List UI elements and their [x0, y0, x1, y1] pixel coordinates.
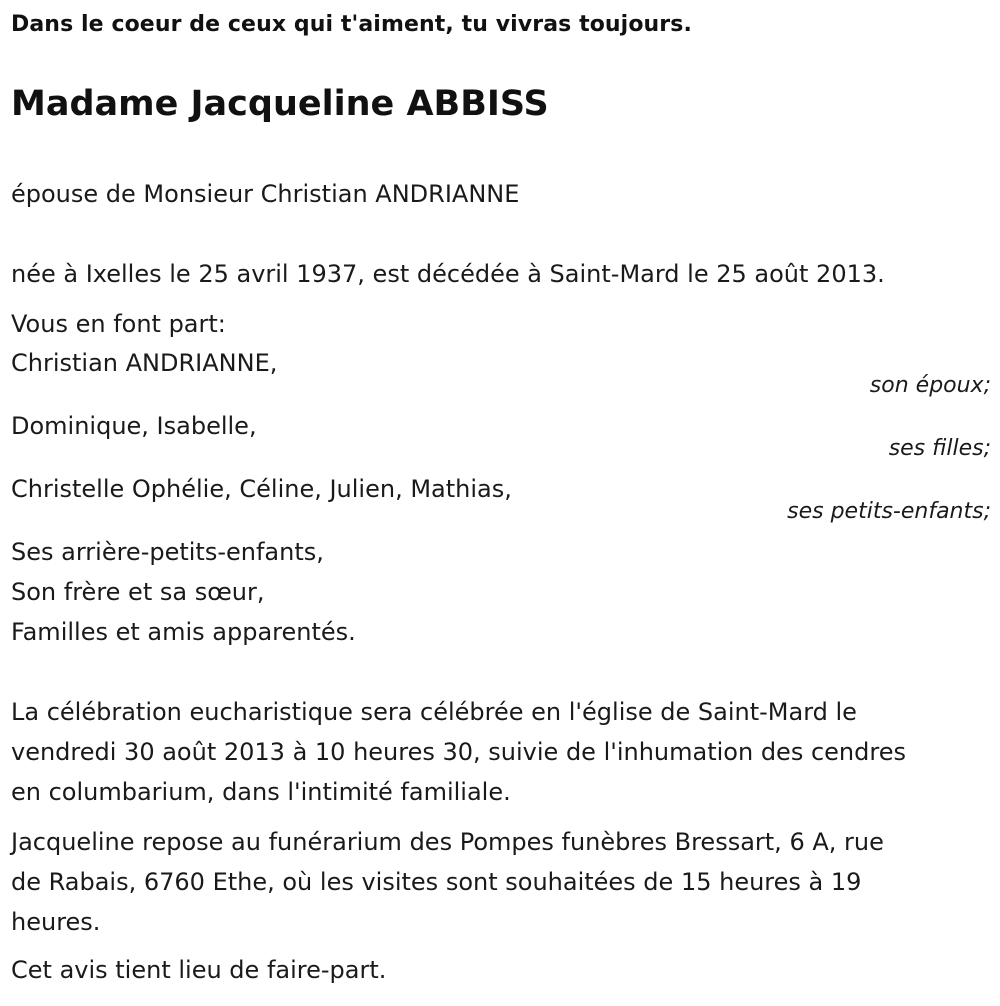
visitation-line-2: de Rabais, 6760 Ethe, où les visites sont souhaitées de 15 heures à 19: [11, 868, 862, 896]
deceased-name: Madame Jacqueline ABBISS: [11, 84, 549, 124]
family-names-grandchildren: Christelle Ophélie, Céline, Julien, Mathias,: [11, 475, 512, 503]
family-names-spouse: Christian ANDRIANNE,: [11, 349, 278, 377]
other-relatives-2: Son frère et sa sœur,: [11, 578, 265, 606]
other-relatives-1: Ses arrière-petits-enfants,: [11, 538, 324, 566]
ceremony-line-3: en columbarium, dans l'intimité familiale.: [11, 778, 511, 806]
visitation-line-1: Jacqueline repose au funérarium des Pompes funèbres Bressart, 6 A, rue: [11, 828, 884, 856]
other-relatives-3: Familles et amis apparentés.: [11, 618, 356, 646]
motto-heading: Dans le coeur de ceux qui t'aiment, tu vivras toujours.: [11, 12, 692, 37]
family-names-daughters: Dominique, Isabelle,: [11, 412, 257, 440]
ceremony-paragraph: [11, 692, 991, 812]
closing-line: Cet avis tient lieu de faire-part.: [11, 956, 387, 984]
spouse-line: épouse de Monsieur Christian ANDRIANNE: [11, 180, 520, 208]
family-relation-grandchildren: ses petits-enfants;: [787, 499, 991, 524]
ceremony-line-2: vendredi 30 août 2013 à 10 heures 30, suivie de l'inhumation des cendres: [11, 738, 906, 766]
ceremony-line-1: La célébration eucharistique sera célébrée en l'église de Saint-Mard le: [11, 698, 857, 726]
visitation-line-3: heures.: [11, 908, 101, 936]
family-relation-spouse: son époux;: [869, 373, 991, 398]
birth-death-line: née à Ixelles le 25 avril 1937, est décédée à Saint-Mard le 25 août 2013.: [11, 260, 885, 288]
visitation-paragraph: [11, 822, 991, 942]
family-relation-daughters: ses filles;: [888, 436, 991, 461]
announcement-intro: Vous en font part:: [11, 310, 226, 338]
